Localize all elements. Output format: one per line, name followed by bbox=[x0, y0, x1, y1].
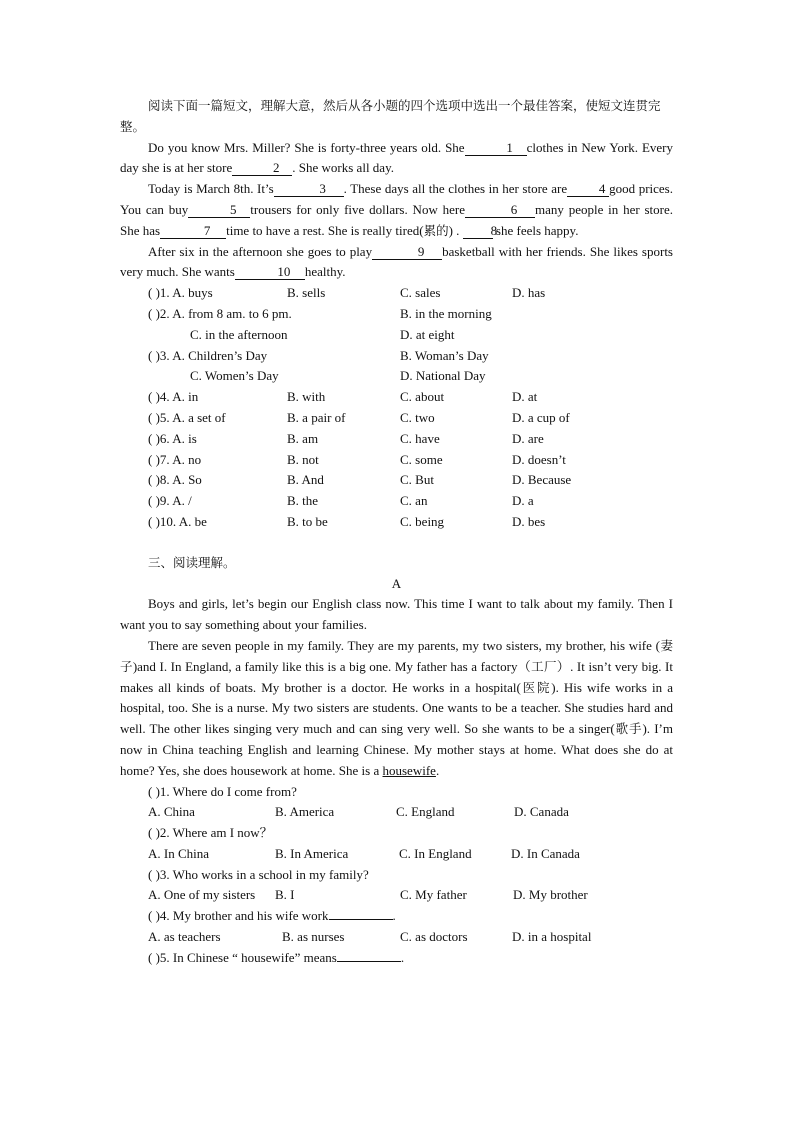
text: . She works all day. bbox=[292, 160, 394, 176]
question-text-end: . bbox=[392, 908, 396, 924]
text: Do you know Mrs. Miller? She is forty-three years old. She bbox=[148, 139, 465, 155]
option-c: C. an bbox=[400, 493, 428, 509]
question-num: ( )4. A. in bbox=[148, 389, 199, 405]
cloze-options bbox=[120, 283, 673, 533]
chinese-gloss: 妻子 bbox=[120, 637, 673, 674]
text: There are seven people in my family. They are my parents, my two sisters, my brother, his wife ( bbox=[148, 637, 660, 653]
option-b: B. America bbox=[275, 804, 335, 820]
question-num: ( )3. A. Children’s Day bbox=[148, 347, 268, 363]
reading-paragraph-1: Boys and girls, let’s begin our English class now. This time I want to talk about my family. Then I want you to say something about your families. bbox=[120, 596, 673, 633]
option-c: C. sales bbox=[400, 285, 441, 301]
question-text-part: ( )5. In Chinese “ housewife” means bbox=[148, 949, 337, 965]
option-row bbox=[120, 283, 673, 304]
option-b: B. the bbox=[287, 493, 319, 509]
option-row bbox=[120, 470, 673, 491]
text: . bbox=[435, 762, 440, 778]
option-d: D. a cup of bbox=[512, 409, 570, 425]
question-row bbox=[120, 865, 673, 886]
question-text: ( )1. Where do I come from? bbox=[148, 783, 297, 799]
option-b: B. not bbox=[287, 451, 319, 467]
cloze-paragraph-2 bbox=[120, 179, 673, 241]
blank-9: 9 bbox=[372, 245, 442, 260]
text: ). His wife works in a hospital, too. She is a nurse. My two sisters are students. One wants to be a teacher. She studies hard and well. The other likes singing very much and can sing very well. So she wants to be a singer( bbox=[120, 679, 673, 737]
option-row bbox=[120, 429, 673, 450]
answer-blank bbox=[329, 907, 393, 920]
blank-10: 10 bbox=[235, 265, 305, 280]
option-d: D. National Day bbox=[400, 368, 486, 384]
option-b: B. In America bbox=[275, 845, 349, 861]
option-a: A. China bbox=[148, 804, 195, 820]
question-text: ( )3. Who works in a school in my family? bbox=[148, 866, 369, 882]
question-num: ( )5. A. a set of bbox=[148, 409, 226, 425]
reading-paragraph-2 bbox=[120, 636, 673, 782]
question-num: ( )1. A. buys bbox=[148, 285, 213, 301]
question-num: ( )9. A. / bbox=[148, 493, 192, 509]
option-b: B. a pair of bbox=[287, 409, 346, 425]
option-c: C. Women’s Day bbox=[190, 368, 279, 384]
blank-1: 1 bbox=[465, 141, 527, 156]
option-c: C. two bbox=[400, 409, 435, 425]
option-b: B. And bbox=[287, 472, 324, 488]
blank-3: 3 bbox=[274, 182, 344, 197]
option-row bbox=[120, 491, 673, 512]
chinese-gloss: 累的 bbox=[423, 222, 449, 238]
question-row bbox=[120, 906, 673, 927]
question-num: ( )2. A. from 8 am. to 6 pm. bbox=[148, 305, 292, 321]
option-a: A. One of my sisters bbox=[148, 887, 256, 903]
chinese-gloss: 歌手 bbox=[614, 721, 643, 737]
option-c: C. as doctors bbox=[400, 929, 468, 945]
option-d: D. are bbox=[512, 430, 544, 446]
answer-blank bbox=[337, 949, 401, 962]
chinese-gloss: 医院 bbox=[520, 679, 552, 695]
question-text-end: . bbox=[400, 949, 405, 965]
option-d: D. Because bbox=[512, 472, 572, 488]
option-row bbox=[120, 366, 673, 387]
option-d: D. at eight bbox=[400, 326, 455, 342]
text: )and I. In England, a family like this is a big one. My father has a factory（ bbox=[132, 658, 532, 674]
question-num: ( )6. A. is bbox=[148, 430, 197, 446]
question-text-part: ( )4. My brother and his wife work bbox=[148, 908, 329, 924]
answer-row bbox=[120, 802, 673, 823]
blank-4: 4 bbox=[567, 182, 609, 197]
text: basketball with her friends. She likes sports very much. She wants bbox=[120, 243, 673, 280]
option-b: B. am bbox=[287, 430, 319, 446]
cloze-paragraph-1 bbox=[120, 138, 673, 180]
text: ) . bbox=[448, 222, 460, 238]
option-row bbox=[120, 512, 673, 533]
option-d: D. In Canada bbox=[511, 845, 580, 861]
passage-letter: A bbox=[391, 575, 402, 591]
option-row bbox=[120, 346, 673, 367]
worksheet-content bbox=[120, 96, 673, 969]
option-c: C. about bbox=[400, 389, 445, 405]
text: Today is March 8th. It’s bbox=[148, 181, 274, 197]
text: ). I’m now in China teaching English and learning Chinese. My mother stays at home. What does she do at home? Yes, she does housework at home. She is a bbox=[120, 721, 673, 778]
option-d: D. has bbox=[512, 285, 546, 301]
option-row bbox=[120, 387, 673, 408]
blank-8: 8 bbox=[463, 224, 493, 239]
option-c: C. My father bbox=[400, 887, 467, 903]
option-d: D. bes bbox=[512, 513, 546, 529]
blank-2: 2 bbox=[232, 161, 292, 176]
option-d: D. a bbox=[512, 493, 534, 509]
question-text bbox=[148, 906, 396, 927]
option-c: C. in the afternoon bbox=[190, 326, 288, 342]
text: time to have a rest. She is really tired( bbox=[226, 222, 424, 238]
option-c: C. In England bbox=[399, 845, 472, 861]
cloze-instruction: 阅读下面一篇短文，理解大意，然后从各小题的四个选项中选出一个最佳答案，使短文连贯完整。 bbox=[120, 98, 661, 134]
option-b: B. sells bbox=[287, 285, 326, 301]
option-d: D. My brother bbox=[513, 887, 588, 903]
text: healthy. bbox=[304, 264, 346, 280]
option-b: B. with bbox=[287, 389, 326, 405]
text: After six in the afternoon she goes to play bbox=[148, 243, 373, 259]
question-num: ( )10. A. be bbox=[148, 513, 207, 529]
answer-row bbox=[120, 927, 673, 948]
option-c: C. being bbox=[400, 513, 445, 529]
cloze-paragraph-3 bbox=[120, 242, 673, 284]
text: clothes in New York. Every day she is at her store bbox=[120, 139, 673, 176]
question-row bbox=[120, 948, 673, 969]
question-row bbox=[120, 823, 673, 844]
question-num: ( )7. A. no bbox=[148, 451, 202, 467]
text: trousers for only five dollars. Now here bbox=[250, 201, 466, 217]
option-c: C. have bbox=[400, 430, 440, 446]
text: ）. It isn’t very big. It makes all kinds of boats. My brother is a doctor. He works in a hospital( bbox=[120, 658, 673, 695]
option-b: B. I bbox=[275, 887, 295, 903]
option-d: D. at bbox=[512, 389, 538, 405]
text: many people in her store. She has bbox=[120, 201, 674, 238]
option-d: D. doesn’t bbox=[512, 451, 566, 467]
text: good prices. You can buy bbox=[120, 181, 673, 217]
option-b: B. to be bbox=[287, 513, 328, 529]
question-row bbox=[120, 782, 673, 803]
underlined-word: housewife bbox=[382, 762, 436, 778]
option-d: D. Canada bbox=[514, 804, 569, 820]
option-a: A. as teachers bbox=[148, 929, 221, 945]
text: she feels happy. bbox=[495, 222, 579, 238]
answer-row bbox=[120, 885, 673, 906]
option-b: B. as nurses bbox=[282, 929, 345, 945]
option-c: C. England bbox=[396, 804, 455, 820]
question-text bbox=[148, 948, 404, 969]
option-b: B. Woman’s Day bbox=[400, 347, 489, 363]
answer-row bbox=[120, 844, 673, 865]
section-title: 三、阅读理解。 bbox=[148, 554, 236, 570]
text: . These days all the clothes in her store are bbox=[343, 181, 568, 197]
chinese-gloss: 工厂 bbox=[531, 658, 557, 674]
option-row bbox=[120, 408, 673, 429]
blank-6: 6 bbox=[465, 203, 535, 218]
blank-5: 5 bbox=[188, 203, 250, 218]
blank-7: 7 bbox=[160, 224, 226, 239]
question-num: ( )8. A. So bbox=[148, 472, 202, 488]
option-a: A. In China bbox=[148, 845, 210, 861]
reading-questions bbox=[120, 782, 673, 969]
option-row bbox=[120, 325, 673, 346]
option-b: B. in the morning bbox=[400, 305, 492, 321]
option-c: C. some bbox=[400, 451, 443, 467]
question-text: ( )2. Where am I now？ bbox=[148, 825, 273, 841]
option-row bbox=[120, 450, 673, 471]
option-row bbox=[120, 304, 673, 325]
option-c: C. But bbox=[400, 472, 434, 488]
option-d: D. in a hospital bbox=[512, 929, 592, 945]
